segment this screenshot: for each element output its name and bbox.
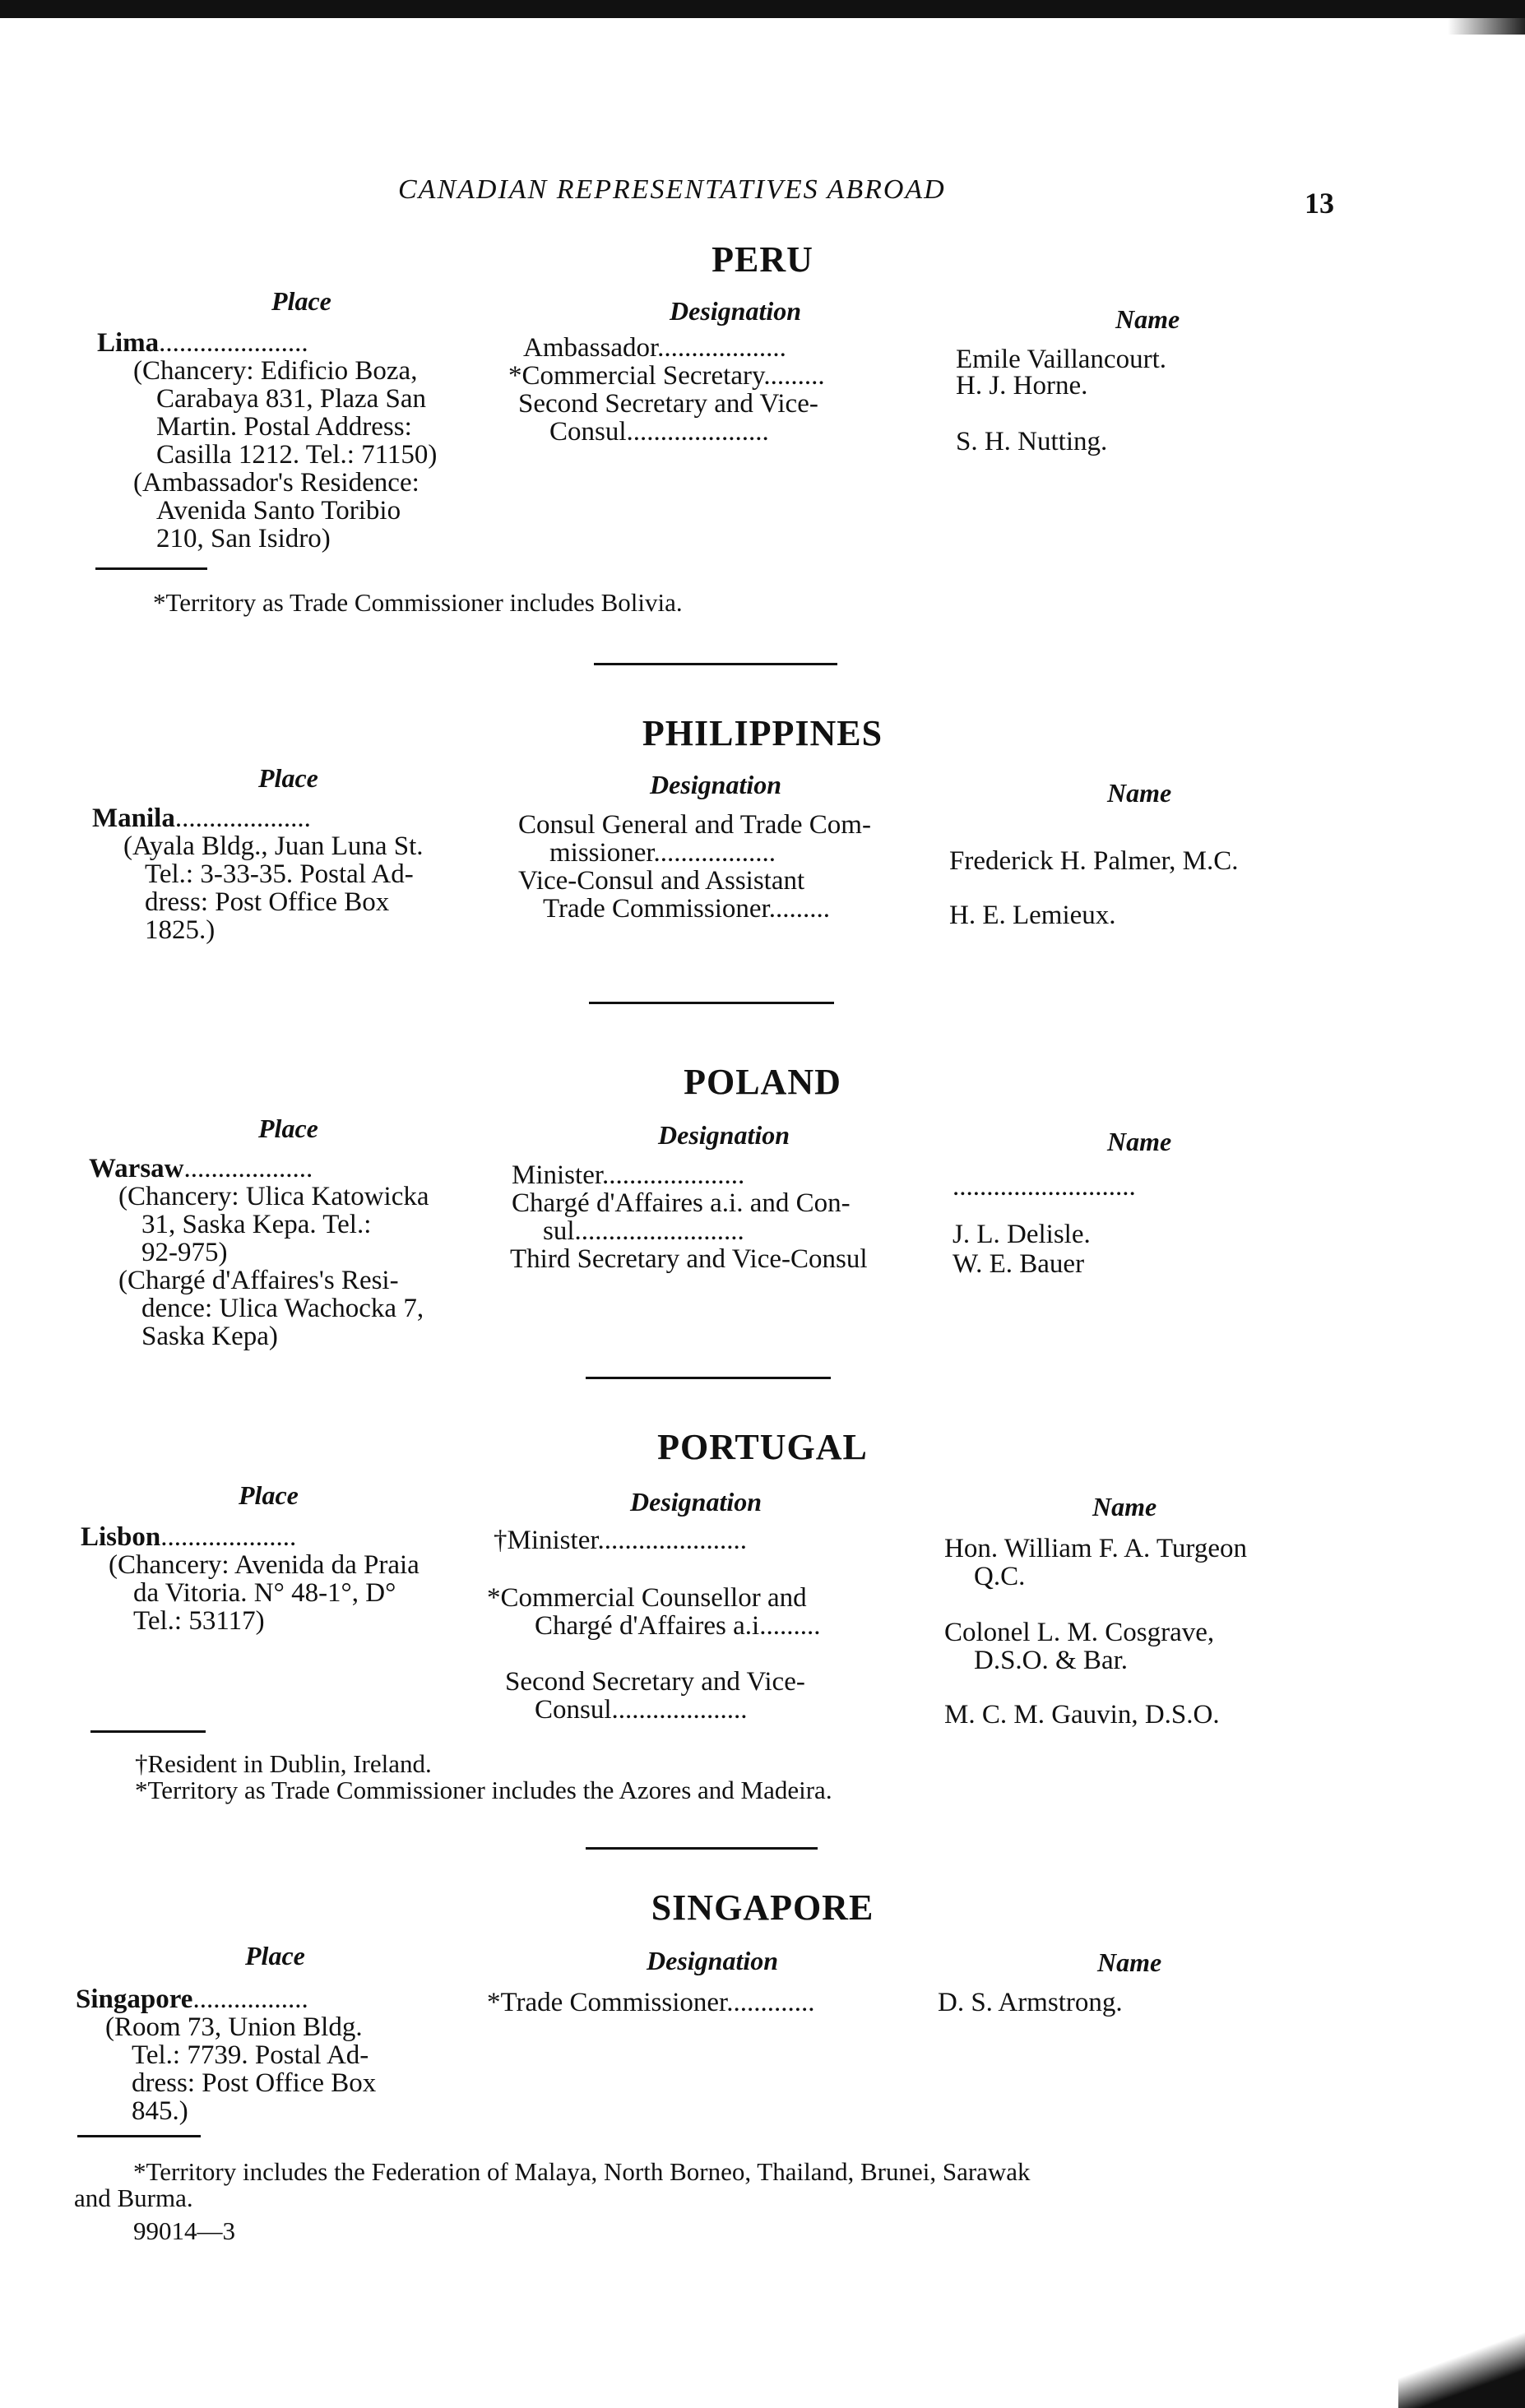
country-heading-peru: PERU [712,239,813,280]
col-head-place: Place [258,763,318,793]
person-name: Frederick H. Palmer, M.C. [949,846,1239,876]
country-heading-portugal: PORTUGAL [657,1427,868,1467]
section-divider [594,663,837,665]
place-city: Lisbon.................... [81,1522,297,1552]
designation: Third Secretary and Vice-Consul [510,1244,868,1274]
empty-name-leader: ........................... [953,1172,1136,1202]
place-line: (Room 73, Union Bldg. [105,2012,363,2042]
person-name: Hon. William F. A. Turgeon [944,1534,1247,1563]
place-line: (Ayala Bldg., Juan Luna St. [123,831,424,861]
col-head-designation: Designation [670,296,802,326]
section-divider [586,1847,818,1850]
person-name: H. E. Lemieux. [949,901,1116,930]
designation: Second Secretary and Vice- [518,389,818,419]
col-head-name: Name [1107,1127,1172,1156]
place-line: Martin. Postal Address: [156,412,412,442]
designation: Chargé d'Affaires a.i. and Con- [512,1188,851,1218]
designation: Consul General and Trade Com- [518,810,871,840]
place-city: Manila.................... [92,803,311,833]
place-city: Singapore................. [76,1984,308,2014]
col-head-name: Name [1097,1947,1162,1977]
place-line: 1825.) [145,915,216,945]
section-divider [586,1377,831,1379]
person-name: W. E. Bauer [953,1249,1085,1279]
designation: Consul..................... [549,417,769,447]
place-line: Casilla 1212. Tel.: 71150) [156,440,438,470]
designation: Minister..................... [512,1160,745,1190]
place-line: Carabaya 831, Plaza San [156,384,427,414]
place-line: (Chancery: Avenida da Praia [109,1550,419,1580]
designation: Trade Commissioner......... [543,894,830,924]
footnote: *Territory includes the Federation of Malaya, North Borneo, Thailand, Brunei, Sarawak [133,2157,1031,2186]
footnote: *Territory as Trade Commissioner includes Bolivia. [153,588,683,617]
designation: *Commercial Secretary......... [508,361,825,391]
place-line: 31, Saska Kepa. Tel.: [141,1210,372,1239]
col-head-designation: Designation [647,1946,779,1975]
running-title: CANADIAN REPRESENTATIVES ABROAD [398,174,946,205]
page-code: 99014—3 [133,2216,235,2245]
person-name: J. L. Delisle. [953,1220,1091,1249]
person-name: Colonel L. M. Cosgrave, [944,1618,1215,1647]
place-line: dress: Post Office Box [145,887,390,917]
scan-bottom-corner [1398,2327,1525,2408]
footnote: and Burma. [74,2183,193,2212]
col-head-place: Place [271,286,331,316]
col-head-place: Place [258,1114,318,1143]
place-line: 210, San Isidro) [156,524,331,553]
col-head-designation: Designation [630,1487,762,1517]
person-name: D. S. Armstrong. [938,1988,1123,2017]
designation: Consul.................... [535,1695,748,1725]
col-head-name: Name [1115,304,1180,334]
place-line: dress: Post Office Box [132,2068,377,2098]
footnote: †Resident in Dublin, Ireland. [135,1749,432,1778]
designation: Second Secretary and Vice- [505,1667,805,1697]
place-line: 845.) [132,2096,188,2126]
designation: Chargé d'Affaires a.i......... [535,1611,821,1641]
designation: †Minister...................... [494,1526,748,1555]
designation: *Trade Commissioner............. [487,1988,815,2017]
place-line: (Chancery: Edificio Boza, [133,356,418,386]
col-head-designation: Designation [658,1120,790,1150]
page-number: 13 [1305,187,1334,220]
person-name: M. C. M. Gauvin, D.S.O. [944,1700,1220,1730]
col-head-name: Name [1107,778,1172,808]
footnote-rule [90,1730,206,1733]
designation: Ambassador................... [523,333,786,363]
place-line: (Chargé d'Affaires's Resi- [118,1266,399,1295]
place-line: (Ambassador's Residence: [133,468,419,498]
designation: *Commercial Counsellor and [487,1583,807,1613]
col-head-place: Place [239,1480,299,1510]
section-divider [589,1002,834,1004]
footnote-rule [77,2135,201,2137]
col-head-name: Name [1092,1492,1157,1521]
place-line: Tel.: 3-33-35. Postal Ad- [145,859,414,889]
place-line: Tel.: 7739. Postal Ad- [132,2040,369,2070]
place-line: Saska Kepa) [141,1322,278,1351]
country-heading-philippines: PHILIPPINES [642,713,883,753]
place-line: Avenida Santo Toribio [156,496,401,526]
country-heading-poland: POLAND [684,1062,841,1102]
person-name: Emile Vaillancourt. [956,345,1166,374]
col-head-place: Place [245,1941,305,1970]
designation: sul......................... [543,1216,744,1246]
place-city: Lima...................... [97,328,308,358]
col-head-designation: Designation [650,770,782,799]
place-line: Tel.: 53117) [133,1606,265,1636]
place-line: da Vitoria. N° 48-1°, D° [133,1578,396,1608]
country-heading-singapore: SINGAPORE [651,1887,874,1928]
person-name: D.S.O. & Bar. [974,1646,1129,1675]
footnote: *Territory as Trade Commissioner includes the Azores and Madeira. [135,1776,832,1804]
person-name: H. J. Horne. [956,371,1088,401]
person-name: S. H. Nutting. [956,427,1108,456]
designation: Vice-Consul and Assistant [518,866,805,896]
place-line: (Chancery: Ulica Katowicka [118,1182,429,1211]
place-line: 92-975) [141,1238,228,1267]
place-city: Warsaw................... [89,1154,313,1183]
scan-top-corner [1448,18,1525,35]
footnote-rule [95,567,207,570]
scan-top-edge [0,0,1525,18]
place-line: dence: Ulica Wachocka 7, [141,1294,424,1323]
person-name: Q.C. [974,1562,1026,1591]
designation: missioner.................. [549,838,776,868]
